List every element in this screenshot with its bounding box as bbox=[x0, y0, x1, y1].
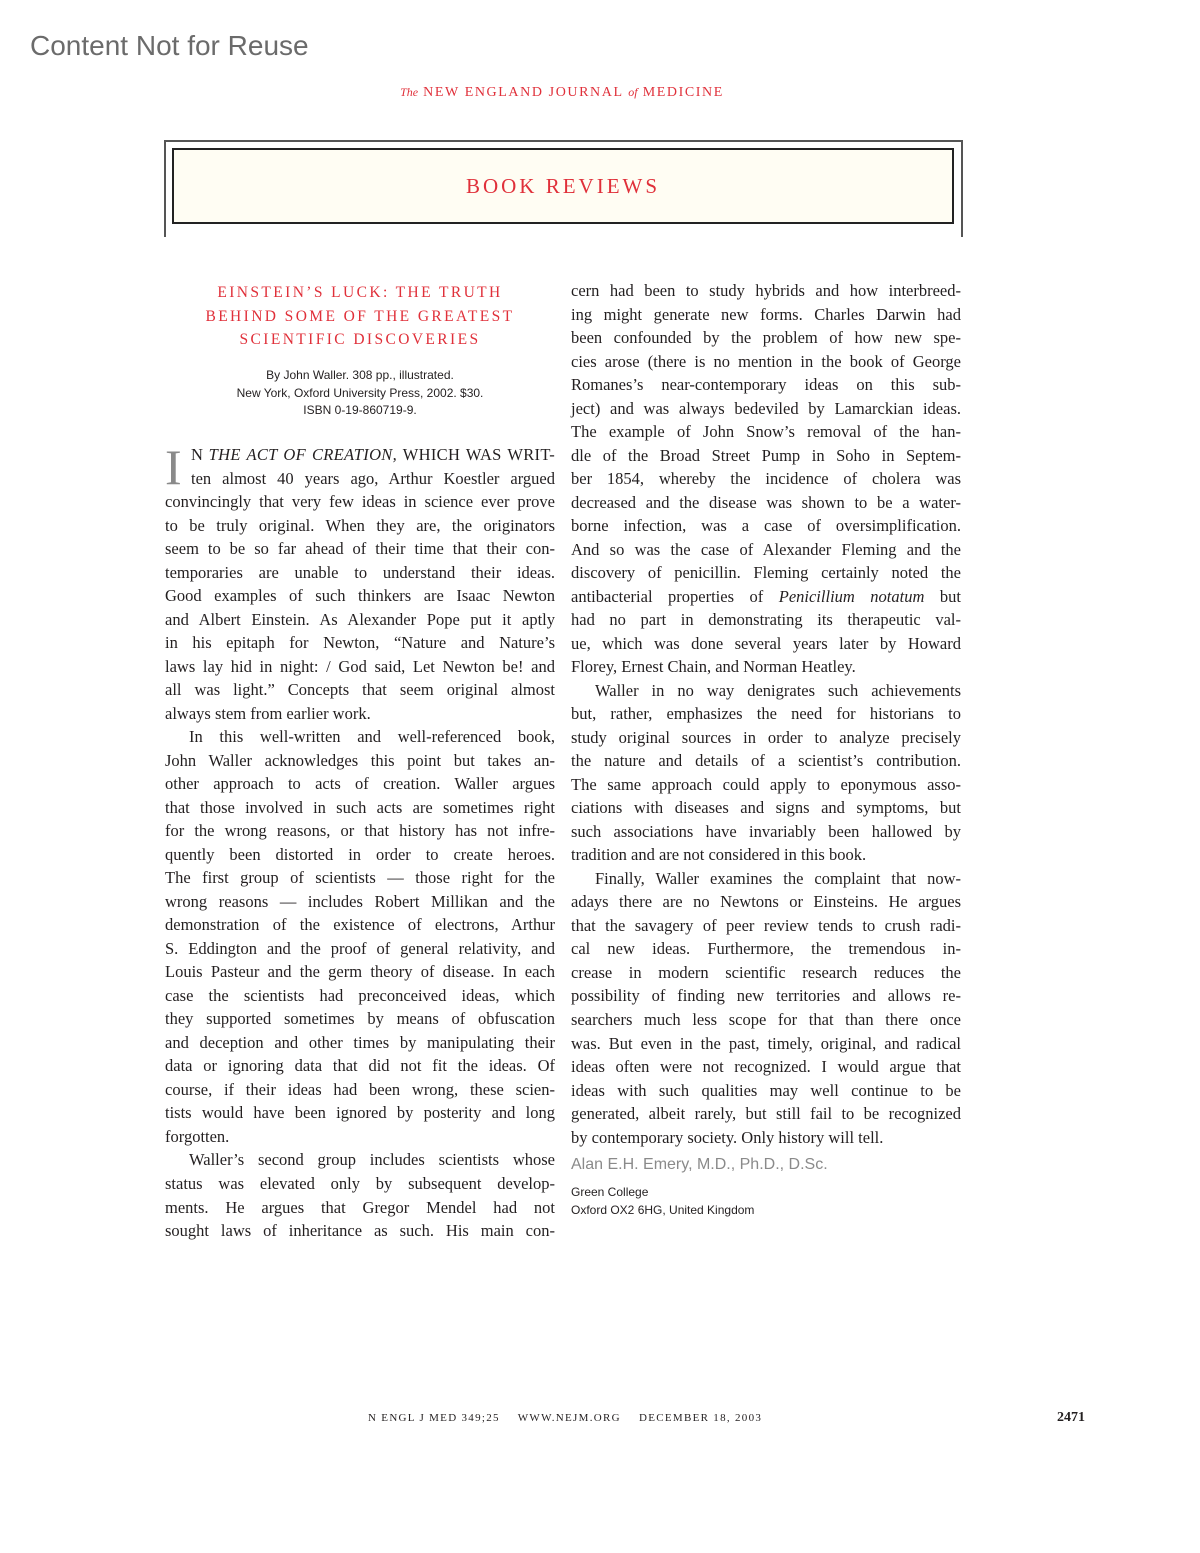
text-line: ue, which was done several years later by Howard bbox=[571, 633, 961, 653]
text-line: ing might generate new forms. Charles Darwin had bbox=[571, 304, 961, 324]
text-line: study original sources in order to analyze precisely bbox=[571, 727, 961, 747]
text-line: all was light.” Concepts that seem original almost bbox=[165, 680, 555, 700]
text-line: such associations have invariably been hallowed by bbox=[571, 821, 961, 841]
text-segment: N bbox=[191, 445, 209, 464]
text-line: to be truly original. When they are, the originators bbox=[165, 515, 555, 535]
text-line: sought laws of inheritance as such. His main con- bbox=[165, 1221, 555, 1241]
text-line: generated, albeit rarely, but still fail to be recognized bbox=[571, 1104, 961, 1124]
text-segment: forgotten. bbox=[165, 1126, 230, 1146]
watermark: Content Not for Reuse bbox=[30, 30, 309, 61]
text-line: decreased and the disease was shown to be a water- bbox=[571, 492, 961, 512]
text-line: Romanes’s near-contemporary ideas on this sub- bbox=[571, 375, 961, 395]
drop-cap: I bbox=[165, 439, 182, 495]
text-segment: ten almost 40 years ago, Arthur Koestler argued bbox=[191, 468, 555, 488]
text-line: they supported sometimes by means of obfuscation bbox=[165, 1009, 555, 1029]
text-line: The first group of scientists — those right for the bbox=[165, 868, 555, 888]
text-segment: Finally, Waller examines the complaint that now- bbox=[595, 868, 961, 888]
text-line: discovery of penicillin. Fleming certainly noted the bbox=[571, 563, 961, 583]
masthead-the: The bbox=[400, 85, 419, 99]
text-line: cies arose (there is no mention in the book of George bbox=[571, 351, 961, 371]
text-line: convincingly that very few ideas in science ever prove bbox=[165, 492, 555, 512]
text-line bbox=[165, 1125, 555, 1149]
text-line: but, rather, emphasizes the need for historians to bbox=[571, 704, 961, 724]
text-line: ber 1854, whereby the incidence of cholera was bbox=[571, 469, 961, 489]
page-number: 2471 bbox=[1057, 1410, 1085, 1425]
text-segment: In this well-written and well-referenced book, bbox=[189, 727, 555, 747]
book-title-line: EINSTEIN’S LUCK: THE TRUTH bbox=[217, 284, 503, 301]
text-line bbox=[165, 702, 555, 726]
text-line: that the savagery of peer review tends to crush radi- bbox=[571, 915, 961, 935]
text-segment: WHICH WAS WRIT- bbox=[397, 445, 556, 464]
text-line: And so was the case of Alexander Fleming and the bbox=[571, 539, 961, 559]
book-info bbox=[165, 367, 555, 420]
footer-website[interactable]: WWW.NEJM.ORG bbox=[517, 1412, 621, 1424]
text-line: temporaries are unable to understand their ideas. bbox=[165, 562, 555, 582]
text-line bbox=[571, 585, 961, 609]
text-segment: Waller’s second group includes scientists whose bbox=[189, 1150, 555, 1170]
book-title bbox=[165, 281, 555, 352]
text-segment: tradition and are not considered in this book. bbox=[571, 845, 867, 865]
book-info-line: By John Waller. 308 pp., illustrated. bbox=[266, 368, 454, 382]
text-line bbox=[571, 679, 961, 703]
text-line: ments. He argues that Gregor Mendel had not bbox=[165, 1197, 555, 1217]
review-column-left bbox=[165, 439, 556, 1243]
book-title-line: SCIENTIFIC DISCOVERIES bbox=[239, 331, 481, 348]
text-line: was. But even in the past, timely, original, and radical bbox=[571, 1033, 961, 1053]
text-line: ideas with such qualities may well continue to be bbox=[571, 1080, 961, 1100]
text-line: the nature and details of a scientist’s contribution. bbox=[571, 751, 961, 771]
text-line: ciations with diseases and signs and symptoms, but bbox=[571, 798, 961, 818]
text-segment: Florey, Ernest Chain, and Norman Heatley. bbox=[571, 657, 856, 677]
text-line bbox=[571, 867, 961, 891]
text-line bbox=[165, 725, 555, 749]
masthead-part2: MEDICINE bbox=[642, 85, 724, 100]
text-line: in his epitaph for Newton, “Nature and Nature’s bbox=[165, 633, 555, 653]
book-info-line: New York, Oxford University Press, 2002. $30. bbox=[236, 385, 484, 400]
text-line bbox=[571, 1126, 961, 1150]
footer-citation: N ENGL J MED 349;25 bbox=[368, 1412, 500, 1424]
text-line: been confounded by the problem of how new spe- bbox=[571, 328, 961, 348]
reviewer-name: Alan E.H. Emery, M.D., Ph.D., D.Sc. bbox=[571, 1156, 828, 1173]
affiliation-line: Oxford OX2 6HG, United Kingdom bbox=[571, 1202, 755, 1217]
text-line: ject) and was always bedeviled by Lamarckian ideas. bbox=[571, 398, 961, 418]
text-line: cal new ideas. Furthermore, the tremendous in- bbox=[571, 939, 961, 959]
text-line bbox=[165, 443, 555, 467]
text-line: The same approach could apply to eponymous asso- bbox=[571, 774, 961, 794]
text-line: John Waller acknowledges this point but takes an- bbox=[165, 750, 555, 770]
text-line: had no part in demonstrating its therapeutic val- bbox=[571, 610, 961, 630]
text-line: that those involved in such acts are sometimes right bbox=[165, 797, 555, 817]
text-line bbox=[571, 843, 961, 867]
text-segment: THE ACT OF CREATION, bbox=[208, 445, 398, 464]
text-line bbox=[165, 1148, 555, 1172]
text-line: wrong reasons — includes Robert Millikan and the bbox=[165, 891, 555, 911]
text-line: The example of John Snow’s removal of the han- bbox=[571, 422, 961, 442]
text-line: tists would have been ignored by posterity and long bbox=[165, 1103, 555, 1123]
text-segment: but bbox=[924, 586, 961, 606]
text-segment: by contemporary society. Only history will tell. bbox=[571, 1127, 884, 1147]
text-line: data or ignoring data that did not fit the ideas. Of bbox=[165, 1056, 555, 1076]
text-segment: antibacterial properties of bbox=[571, 586, 779, 606]
text-segment: Waller in no way denigrates such achievements bbox=[595, 680, 961, 700]
book-title-line: BEHIND SOME OF THE GREATEST bbox=[205, 307, 515, 325]
review-column-right bbox=[571, 279, 961, 1149]
reviewer-affiliation bbox=[571, 1184, 754, 1219]
text-line: searchers much less scope for that than there once bbox=[571, 1009, 961, 1029]
footer-date: DECEMBER 18, 2003 bbox=[638, 1412, 763, 1424]
text-line: other approach to acts of creation. Waller argues bbox=[165, 774, 555, 794]
text-line: case the scientists had preconceived ideas, which bbox=[165, 985, 555, 1005]
text-line bbox=[571, 655, 961, 679]
text-line: dle of the Broad Street Pump in Soho in Septem- bbox=[571, 445, 961, 465]
masthead-of: of bbox=[628, 85, 638, 99]
text-line: borne infection, was a case of oversimplification. bbox=[571, 516, 961, 536]
section-banner bbox=[172, 148, 954, 224]
text-line: laws lay hid in night: / God said, Let Newton be! and bbox=[165, 656, 555, 676]
text-line: status was elevated only by subsequent develop- bbox=[165, 1173, 555, 1193]
page-footer bbox=[368, 1412, 776, 1424]
text-line bbox=[165, 467, 555, 491]
book-info-line: ISBN 0-19-860719-9. bbox=[303, 403, 417, 417]
affiliation-line: Green College bbox=[571, 1185, 649, 1199]
text-line: seem to be so far ahead of their time that their con- bbox=[165, 539, 555, 559]
text-line: and deception and other times by manipulating their bbox=[165, 1032, 555, 1052]
text-line: crease in modern scientific research reduces the bbox=[571, 962, 961, 982]
text-line: Louis Pasteur and the germ theory of disease. In each bbox=[165, 962, 555, 982]
text-line: possibility of finding new territories and allows re- bbox=[571, 986, 961, 1006]
text-line: course, if their ideas had been wrong, these scien- bbox=[165, 1079, 555, 1099]
section-title: BOOK REVIEWS bbox=[465, 173, 661, 198]
text-line: ideas often were not recognized. I would argue that bbox=[571, 1057, 961, 1077]
text-segment: always stem from earlier work. bbox=[165, 703, 371, 723]
masthead-part1: NEW ENGLAND JOURNAL bbox=[423, 85, 624, 100]
text-line: cern had been to study hybrids and how interbreed- bbox=[571, 281, 961, 300]
text-line: Good examples of such thinkers are Isaac Newton bbox=[165, 586, 555, 606]
text-line: and Albert Einstein. As Alexander Pope put it aptly bbox=[165, 609, 555, 629]
journal-masthead bbox=[0, 85, 1124, 101]
text-line: demonstration of the existence of electrons, Arthur bbox=[165, 915, 555, 935]
text-line: quently been distorted in order to create heroes. bbox=[165, 844, 555, 864]
text-segment: Penicillium notatum bbox=[778, 586, 925, 606]
text-line: adays there are no Newtons or Einsteins. He argues bbox=[571, 892, 961, 912]
text-line: for the wrong reasons, or that history has not infre- bbox=[165, 821, 555, 841]
text-line: S. Eddington and the proof of general relativity, and bbox=[165, 938, 555, 958]
